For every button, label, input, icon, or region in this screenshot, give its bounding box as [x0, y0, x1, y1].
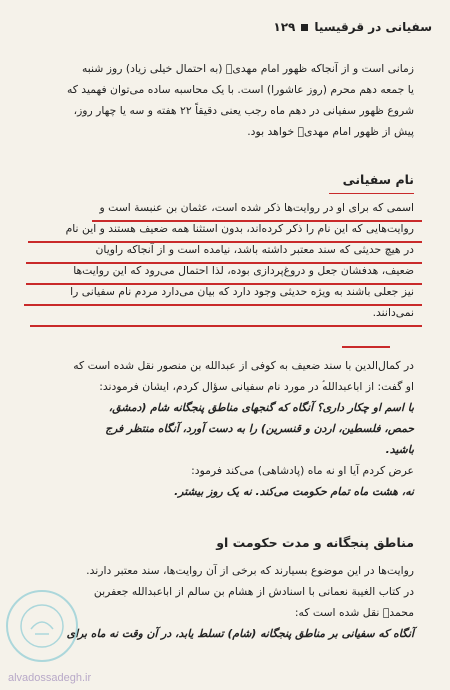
separator-square-icon [301, 24, 308, 31]
running-header [17, 16, 432, 38]
quoted-line: حمص، فلسطین، اردن و قنسرین) را به دست آورد، آنگاه منتظر فرج [105, 422, 414, 435]
section-heading-regions: مناطق پنجگانه و مدت حکومت او [216, 535, 414, 550]
heading-underline [329, 193, 414, 194]
site-watermark: alvadossadegh.ir [8, 672, 92, 684]
underline-mark [342, 346, 390, 348]
quoted-line: نه، هشت ماه تمام حکومت می‌کند. نه یک روز بیشتر. [174, 485, 414, 498]
text-line: محمدؑ نقل شده است که: [294, 606, 414, 619]
text-line: یا جمعه دهم محرم (روز عاشورا) است. با یک محاسبه ساده می‌توان فهمید که [66, 83, 414, 96]
quoted-line: آنگاه که سفیانی بر مناطق پنجگانه (شام) تسلط یابد، در آن وقت نه ماه برای [66, 627, 414, 640]
text-line: زمانی است و از آنجاکه ظهور امام مهدیؑ (به احتمال خیلی زیاد) روز شنبه [82, 62, 414, 75]
text-line: او گفت: از اباعبدالله‌ؑ در مورد نام سفیانی سؤال کردم، ایشان فرمودند: [99, 380, 414, 393]
regions-paragraph [34, 560, 414, 644]
header-title: سفیانی در قرقیسیا [314, 20, 432, 34]
text-line: روایت‌ها در این موضوع بسیارند که برخی از آن روایت‌ها، سند معتبر دارند. [86, 564, 414, 577]
underline-mark [26, 262, 422, 264]
underline-mark [24, 304, 422, 306]
underline-mark [26, 283, 422, 285]
text-line: در کتاب الغیبة نعمانی با اسنادش از هشام بن سالم از اباعبدالله جعفربن [93, 585, 414, 598]
text-line: عرض کردم آیا او نه ماه (پادشاهی) می‌کند فرمود: [191, 464, 414, 477]
page-number: ۱۲۹ [273, 20, 296, 34]
text-line: روایت‌هایی که این نام را ذکر کرده‌اند، بدون استثنا همه ضعیف هستند و این نام [65, 222, 414, 235]
underline-mark [30, 325, 422, 327]
underline-mark [28, 241, 422, 243]
text-line: در کمال‌الدین با سند ضعیف به کوفی از عبدالله بن منصور نقل شده است که [73, 359, 414, 372]
text-line: اسمی که برای او در روایت‌ها ذکر شده است، عثمان بن عنبسة است و [99, 201, 414, 214]
quote-paragraph [34, 355, 414, 502]
text-line: نمی‌دانند. [372, 306, 414, 319]
text-line: پیش از ظهور امام مهدیؑ خواهد بود. [247, 125, 414, 138]
quoted-line: باشید. [385, 443, 414, 456]
quoted-line: با اسم او چکار داری؟ آنگاه که گنجهای مناطق پنجگانه شام (دمشق، [108, 401, 414, 414]
library-stamp-icon [6, 590, 78, 662]
text-line: در هیچ حدیثی که سند معتبر داشته باشد، نیامده است و از آنجاکه راویان [95, 243, 414, 256]
text-line: نیز جعلی باشند به ویژه حدیثی وجود دارد که بیان می‌دارد مردم نام سفیانی را [70, 285, 414, 298]
intro-paragraph [34, 58, 414, 142]
underline-mark [92, 220, 422, 222]
section-heading-name: نام سفیانی [342, 172, 414, 187]
text-line: ضعیف، هدفشان جعل و دروغ‌پردازی بوده، لذا احتمال می‌رود که این روایت‌ها [73, 264, 414, 277]
text-line: شروع ظهور سفیانی در دهم ماه رجب یعنی دقیقاً ۲۲ هفته و سه یا چهار روز، [73, 104, 414, 117]
